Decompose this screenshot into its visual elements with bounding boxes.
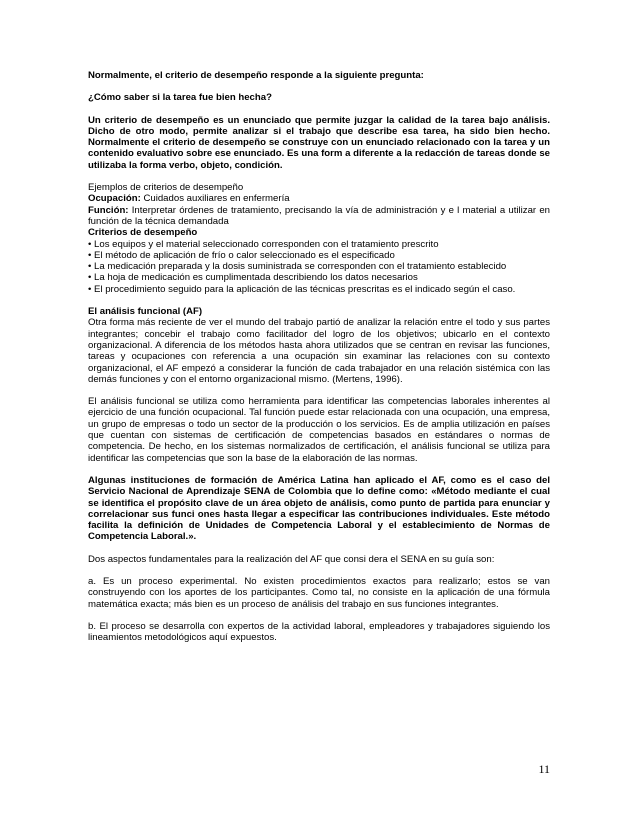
occupation-value: Cuidados auxiliares en enfermería <box>143 193 290 205</box>
function-value: Interpretar órdenes de tratamiento, precisando la vía de administración y e l material a utilizar en función de la técnica demandada <box>88 204 550 227</box>
document-page <box>88 70 550 643</box>
criterion-definition-paragraph: Un criterio de desempeño es un enunciado que permite juzgar la calidad de la tarea bajo análisis. Dicho de otro modo, permite analizar si el trabajo que describe esa tarea, ha sido bien hecho. Normalmente el criterio de desempeño se construye con un enunciado relacionado con la tarea y un contenido evaluativo sobre ese enunciado. Es una form a diferente a la redacción de tareas donde se utilizaba la forma verbo, objeto, condición. <box>88 114 550 171</box>
function-label: Función: <box>88 204 129 216</box>
criterion-question: ¿Cómo saber si la tarea fue bien hecha? <box>88 92 272 104</box>
af-sena-paragraph <box>88 475 550 543</box>
criteria-bullet: • La hoja de medicación es cumplimentada describiendo los datos necesarios <box>88 272 418 284</box>
occupation-label: Ocupación: <box>88 193 141 205</box>
criteria-bullet: • El método de aplicación de frío o calor seleccionado es el especificado <box>88 249 395 261</box>
af-sena-part-2: Servicio Nacional de Aprendizaje SENA de Colombia que lo define como: <box>88 486 428 498</box>
af-sena-quote: «Método mediante el cual se identifica el propósito clave de un área objeto de análisis, como punto de partida para enunciar y correlacionar sus funci ones hasta llegar a especificar las contribuciones individuales. Este método facilita la definición de Unidades de Competencia Laboral y el establecimiento de Normas de Competencia Laboral.». <box>88 486 550 543</box>
af-sena-part-1: Algunas instituciones de formación de América Latina han aplicado el AF, como es el caso del <box>88 474 550 486</box>
criterion-question-intro: Normalmente, el criterio de desempeño responde a la siguiente pregunta: <box>88 70 424 81</box>
af-paragraph-6: b. El proceso se desarrolla con expertos de la actividad laboral, empleadores y trabajadores siguiendo los lineamientos metodológicos aquí expuestos. <box>88 620 550 644</box>
af-paragraph-2: El análisis funcional se utiliza como herramienta para identificar las competencias laborales inherentes al ejercicio de una función ocupacional. Tal función puede estar relacionada con una ocupación, una empresa, un grupo de empresas o todo un sector de la producción o los servicios. Es de amplia utilización en países que cuentan con sistemas de certificación de competencias basados en estándares o normas de competencia. De hecho, en los sistemas normalizados de certificación, el análisis funcional se utiliza para identificar las competencias que son la base de la elaboración de las normas. <box>88 396 550 464</box>
function-line <box>88 205 550 228</box>
criteria-bullet: • La medicación preparada y la dosis suministrada se corresponden con el tratamiento establecido <box>88 261 507 273</box>
af-paragraph-5: a. Es un proceso experimental. No existen procedimientos exactos para realizarlo; estos se van construyendo con los aportes de los participantes. Como tal, no consiste en la aplicación de una fórmula matemática exacta; más bien es un proceso de análisis del trabajo en sus funciones integrantes. <box>88 575 550 610</box>
criteria-bullet: • Los equipos y el material seleccionado corresponden con el tratamiento prescrito <box>88 238 439 250</box>
af-heading: El análisis funcional (AF) <box>88 306 203 318</box>
criteria-label: Criterios de desempeño <box>88 227 198 239</box>
af-paragraph-4: Dos aspectos fundamentales para la realización del AF que consi dera el SENA en su guía son: <box>88 553 495 565</box>
examples-heading: Ejemplos de criterios de desempeño <box>88 182 244 194</box>
occupation-line <box>88 193 550 204</box>
criteria-bullet: • El procedimiento seguido para la aplicación de las técnicas prescritas es el indicado según el caso. <box>88 283 516 295</box>
page-number: 11 <box>538 762 550 776</box>
af-paragraph-1: Otra forma más reciente de ver el mundo del trabajo partió de analizar la relación entre el todo y sus partes integrantes; concebir el trabajo como facilitador del logro de los objetivos; ubicarlo en el contexto organizacional. A diferencia de los métodos hasta ahora utilizados que se centran en revisar las funciones, tareas y ocupaciones con referencia a una ocupación sin examinar las relaciones con su contexto organizacional, el AF empezó a considerar la función de cada trabajador en una relación sistémica con las demás funciones y con el entorno organizacional mismo. (Mertens, 1996). <box>88 317 550 385</box>
